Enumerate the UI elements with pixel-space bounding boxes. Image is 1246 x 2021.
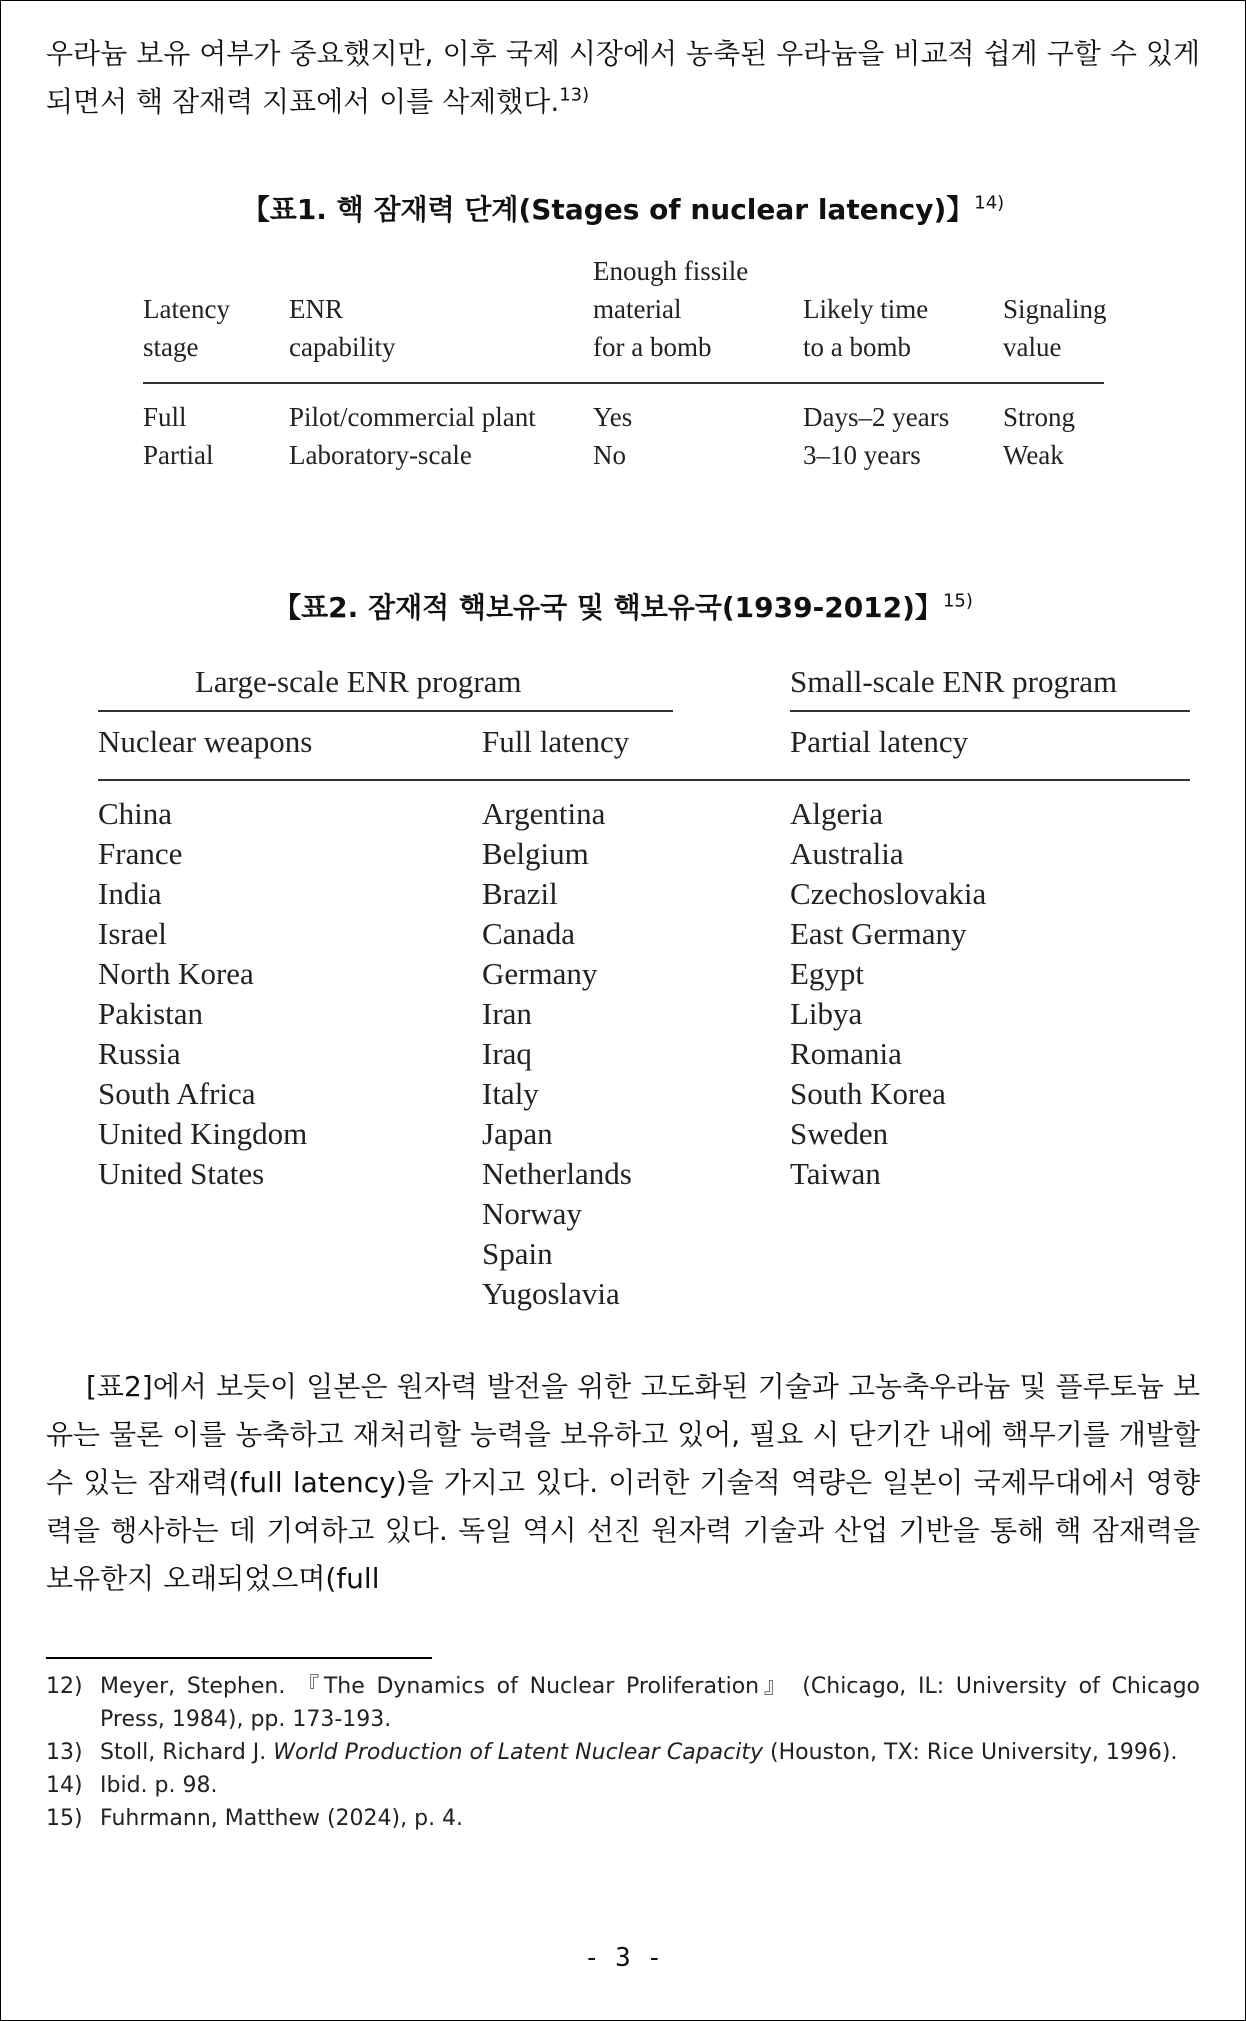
list-item: Libya bbox=[790, 996, 863, 1031]
table2-list-nuclear-weapons bbox=[98, 794, 307, 1194]
list-item: Sweden bbox=[790, 1116, 889, 1151]
intro-paragraph bbox=[46, 30, 1200, 126]
list-item: France bbox=[98, 836, 183, 871]
list-item: United States bbox=[98, 1156, 265, 1191]
list-item: East Germany bbox=[790, 916, 967, 951]
table2-group-large-scale: Large-scale ENR program bbox=[195, 664, 522, 699]
table1-body bbox=[143, 398, 1104, 474]
header-line: Likely time bbox=[803, 294, 929, 324]
table1-divider bbox=[143, 382, 1104, 384]
table2-list-partial-latency bbox=[790, 794, 986, 1194]
list-item: Argentina bbox=[482, 796, 606, 831]
paragraph-text: [표2]에서 보듯이 일본은 원자력 발전을 위한 고도화된 기술과 고농축우라늄 및 플루토늄 보유는 물론 이를 농축하고 재처리할 능력을 보유하고 있어, 필요 시 단기간 내에 핵무기를 개발할 수 있는 잠재력(full latency)을 가지고 있다. 이러한 기술적 역량은 일본이 국제무대에서 영향력을 행사하는 데 기여하고 있다. 독일 역시 선진 원자력 기술과 산업 기반을 통해 핵 잠재력을 보유한지 오래되었으며(full bbox=[46, 1370, 1200, 1595]
footnote-15 bbox=[46, 1802, 1200, 1835]
footnote-number: 13) bbox=[46, 1740, 83, 1765]
footnote-ref-15[interactable]: 15) bbox=[942, 590, 973, 612]
table2-list-full-latency bbox=[482, 794, 632, 1314]
list-item: Australia bbox=[790, 836, 904, 871]
table1-header-fissile-material bbox=[593, 252, 748, 366]
footnote-text: Stoll, Richard J. bbox=[100, 1740, 274, 1765]
list-item: Israel bbox=[98, 916, 167, 951]
table-cell: Partial bbox=[143, 440, 214, 470]
list-item: Japan bbox=[482, 1116, 553, 1151]
footnote-14 bbox=[46, 1769, 1200, 1802]
list-item: Iran bbox=[482, 996, 532, 1031]
table2-group-large-rule bbox=[98, 710, 673, 712]
footnote-text: (Houston, TX: Rice University, 1996). bbox=[763, 1740, 1178, 1765]
header-line: material bbox=[593, 294, 682, 324]
table2-caption-text: 【표2. 잠재적 핵보유국 및 핵보유국(1939-2012)】 bbox=[273, 591, 943, 624]
table-row bbox=[143, 398, 1104, 436]
list-item: Yugoslavia bbox=[482, 1276, 620, 1311]
list-item: South Korea bbox=[790, 1076, 946, 1111]
footnote-separator bbox=[46, 1657, 432, 1659]
footnote-12 bbox=[46, 1670, 1200, 1736]
header-line: Latency bbox=[143, 294, 230, 324]
header-line: ENR bbox=[289, 294, 343, 324]
body-paragraph bbox=[46, 1363, 1200, 1603]
footnote-number: 12) bbox=[46, 1674, 83, 1699]
footnote-number: 14) bbox=[46, 1773, 83, 1798]
footnote-ref-14[interactable]: 14) bbox=[974, 192, 1005, 214]
footnotes bbox=[46, 1670, 1200, 1835]
table-cell: Days–2 years bbox=[803, 402, 950, 432]
list-item: Taiwan bbox=[790, 1156, 881, 1191]
list-item: Brazil bbox=[482, 876, 558, 911]
header-line: capability bbox=[289, 332, 396, 362]
list-item: Egypt bbox=[790, 956, 865, 991]
table2-group-small-rule bbox=[790, 710, 1190, 712]
list-item: Russia bbox=[98, 1036, 181, 1071]
header-line: Enough fissile bbox=[593, 256, 749, 286]
table2-col-nuclear-weapons: Nuclear weapons bbox=[98, 724, 313, 759]
header-line: Signaling bbox=[1003, 294, 1107, 324]
table1-header bbox=[143, 252, 1107, 372]
table-cell: Yes bbox=[593, 402, 633, 432]
list-item: United Kingdom bbox=[98, 1116, 308, 1151]
footnote-title: World Production of Latent Nuclear Capacity bbox=[273, 1740, 763, 1765]
table2-col-full-latency: Full latency bbox=[482, 724, 630, 759]
list-item: Canada bbox=[482, 916, 575, 951]
header-line: value bbox=[1003, 332, 1062, 362]
table1-header-latency-stage bbox=[143, 290, 230, 366]
page-number: - 3 - bbox=[583, 1943, 663, 1973]
list-item: Iraq bbox=[482, 1036, 532, 1071]
table2-group-small-scale: Small-scale ENR program bbox=[790, 664, 1118, 699]
list-item: Germany bbox=[482, 956, 598, 991]
footnote-text: Fuhrmann, Matthew (2024), p. 4. bbox=[100, 1806, 464, 1831]
table2-caption bbox=[0, 586, 1246, 626]
intro-text: 우라늄 보유 여부가 중요했지만, 이후 국제 시장에서 농축된 우라늄을 비교적 쉽게 구할 수 있게 되면서 핵 잠재력 지표에서 이를 삭제했다. bbox=[46, 37, 1200, 118]
table1-header-enr-capability bbox=[289, 290, 395, 366]
table-cell: No bbox=[593, 440, 626, 470]
table-cell: Pilot/commercial plant bbox=[289, 402, 536, 432]
list-item: North Korea bbox=[98, 956, 254, 991]
list-item: Spain bbox=[482, 1236, 553, 1271]
list-item: South Africa bbox=[98, 1076, 256, 1111]
list-item: Belgium bbox=[482, 836, 589, 871]
table1-caption-text: 【표1. 핵 잠재력 단계(Stages of nuclear latency)】 bbox=[241, 193, 975, 226]
list-item: Algeria bbox=[790, 796, 883, 831]
table-cell: Full bbox=[143, 402, 187, 432]
table1-header-signaling-value bbox=[1003, 290, 1107, 366]
list-item: China bbox=[98, 796, 173, 831]
table-cell: Laboratory-scale bbox=[289, 440, 472, 470]
footnote-ref-13[interactable]: 13) bbox=[559, 84, 590, 106]
list-item: Pakistan bbox=[98, 996, 204, 1031]
table-row bbox=[143, 436, 1104, 474]
list-item: Netherlands bbox=[482, 1156, 632, 1191]
list-item: Czechoslovakia bbox=[790, 876, 987, 911]
list-item: Romania bbox=[790, 1036, 902, 1071]
header-line: stage bbox=[143, 332, 199, 362]
footnote-13 bbox=[46, 1736, 1200, 1769]
list-item: Norway bbox=[482, 1196, 582, 1231]
footnote-text: Ibid. p. 98. bbox=[100, 1773, 218, 1798]
list-item: India bbox=[98, 876, 162, 911]
table2-col-partial-latency: Partial latency bbox=[790, 724, 969, 759]
footnote-text: Meyer, Stephen. 『The Dynamics of Nuclear Proliferation』 (Chicago, IL: University of Chicago Press, 1984), pp. 173-193. bbox=[100, 1674, 1200, 1732]
header-line: for a bomb bbox=[593, 332, 712, 362]
header-line: to a bomb bbox=[803, 332, 911, 362]
table1-caption bbox=[0, 188, 1246, 228]
table-cell: Strong bbox=[1003, 402, 1076, 432]
table1-header-time-to-bomb bbox=[803, 290, 928, 366]
table-cell: Weak bbox=[1003, 440, 1064, 470]
table-cell: 3–10 years bbox=[803, 440, 921, 470]
table2-header-divider bbox=[98, 779, 1190, 781]
footnote-number: 15) bbox=[46, 1806, 83, 1831]
list-item: Italy bbox=[482, 1076, 539, 1111]
